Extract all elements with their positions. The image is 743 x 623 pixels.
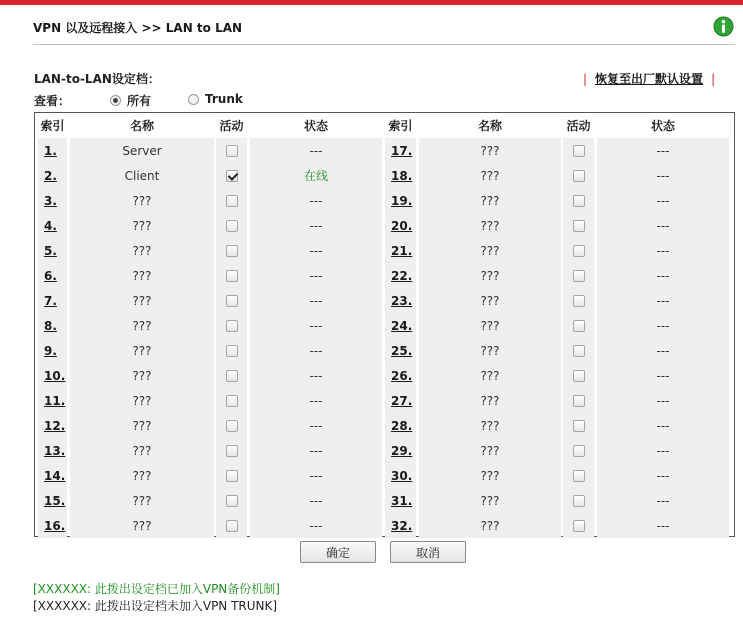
active-checkbox[interactable] xyxy=(573,145,585,157)
profile-name: ??? xyxy=(70,263,214,288)
active-checkbox[interactable] xyxy=(226,170,238,182)
table-header xyxy=(35,113,734,138)
profile-status: --- xyxy=(597,313,729,338)
profile-status: --- xyxy=(597,438,729,463)
active-checkbox[interactable] xyxy=(573,320,585,332)
header-status: 状态 xyxy=(303,119,328,133)
active-checkbox[interactable] xyxy=(573,270,585,282)
table-row xyxy=(35,438,734,463)
active-checkbox[interactable] xyxy=(226,420,238,432)
view-filter-label: 查看： xyxy=(34,94,71,108)
active-checkbox[interactable] xyxy=(573,445,585,457)
active-checkbox[interactable] xyxy=(226,220,238,232)
active-checkbox[interactable] xyxy=(226,520,238,532)
profile-status: --- xyxy=(250,313,382,338)
profile-status: --- xyxy=(250,488,382,513)
profile-index-link[interactable]: 8. xyxy=(38,313,67,338)
table-row xyxy=(35,288,734,313)
profile-name: ??? xyxy=(419,463,561,488)
profile-status: --- xyxy=(597,288,729,313)
active-checkbox[interactable] xyxy=(573,195,585,207)
info-icon[interactable] xyxy=(713,16,734,37)
profile-active-cell xyxy=(216,463,247,488)
table-row xyxy=(35,213,734,238)
profile-active-cell xyxy=(216,213,247,238)
header-index: 索引 xyxy=(388,119,413,133)
active-checkbox[interactable] xyxy=(226,320,238,332)
profile-index-link[interactable]: 12. xyxy=(38,413,67,438)
profile-active-cell xyxy=(216,313,247,338)
profile-index-link[interactable]: 19. xyxy=(385,188,416,213)
header-name: 名称 xyxy=(129,119,154,133)
profile-status: --- xyxy=(250,513,382,538)
profile-status: --- xyxy=(597,188,729,213)
profile-index-link[interactable]: 4. xyxy=(38,213,67,238)
profile-status: --- xyxy=(250,363,382,388)
cancel-button[interactable]: 取消 xyxy=(390,541,466,563)
profile-name: ??? xyxy=(419,338,561,363)
profile-status: --- xyxy=(250,338,382,363)
profile-status: --- xyxy=(597,163,729,188)
profile-index-link[interactable]: 20. xyxy=(385,213,416,238)
profile-index-link[interactable]: 18. xyxy=(385,163,416,188)
profile-index-link[interactable]: 28. xyxy=(385,413,416,438)
profile-index-link[interactable]: 13. xyxy=(38,438,67,463)
active-checkbox[interactable] xyxy=(573,420,585,432)
active-checkbox[interactable] xyxy=(573,245,585,257)
view-option-all[interactable] xyxy=(110,92,151,109)
profile-index-link[interactable]: 21. xyxy=(385,238,416,263)
profile-active-cell xyxy=(563,138,594,163)
page-title: VPN 以及远程接入 >> LAN to LAN xyxy=(33,21,243,35)
lan-to-lan-profile-table xyxy=(34,112,735,537)
active-checkbox[interactable] xyxy=(573,220,585,232)
profile-name: ??? xyxy=(70,413,214,438)
profile-active-cell xyxy=(563,263,594,288)
profile-name: ??? xyxy=(70,238,214,263)
profile-status: --- xyxy=(597,513,729,538)
profile-status: --- xyxy=(250,413,382,438)
profile-active-cell xyxy=(563,288,594,313)
profile-name: ??? xyxy=(70,313,214,338)
profile-status: --- xyxy=(250,238,382,263)
profile-index-link[interactable]: 26. xyxy=(385,363,416,388)
profile-name: Client xyxy=(70,163,214,188)
active-checkbox[interactable] xyxy=(573,470,585,482)
profile-name: ??? xyxy=(70,288,214,313)
profile-status: --- xyxy=(250,188,382,213)
profile-section-label: LAN-to-LAN设定档： xyxy=(34,72,160,86)
profile-active-cell xyxy=(216,263,247,288)
profile-name: ??? xyxy=(70,188,214,213)
active-checkbox[interactable] xyxy=(226,395,238,407)
profile-name: ??? xyxy=(419,363,561,388)
profile-status: --- xyxy=(250,288,382,313)
profile-active-cell xyxy=(563,463,594,488)
header-active: 活动 xyxy=(219,119,244,133)
restore-defaults-group: | 恢复至出厂默认设置 | xyxy=(583,72,716,86)
profile-status: --- xyxy=(597,363,729,388)
profile-status: 在线 xyxy=(250,163,382,188)
active-checkbox[interactable] xyxy=(226,495,238,507)
profile-status: --- xyxy=(597,213,729,238)
profile-active-cell xyxy=(216,288,247,313)
profile-name: ??? xyxy=(419,188,561,213)
profile-status: --- xyxy=(597,338,729,363)
profile-active-cell xyxy=(563,513,594,538)
profile-index-link[interactable]: 14. xyxy=(38,463,67,488)
table-row xyxy=(35,238,734,263)
table-row xyxy=(35,513,734,538)
profile-status: --- xyxy=(597,463,729,488)
title-divider xyxy=(33,44,735,45)
active-checkbox[interactable] xyxy=(226,145,238,157)
table-row xyxy=(35,488,734,513)
profile-index-link[interactable]: 24. xyxy=(385,313,416,338)
profile-name: ??? xyxy=(419,213,561,238)
view-option-trunk[interactable] xyxy=(188,92,243,106)
profile-status: --- xyxy=(250,388,382,413)
profile-active-cell xyxy=(216,488,247,513)
profile-index-link[interactable]: 2. xyxy=(38,163,67,188)
profile-active-cell xyxy=(216,513,247,538)
active-checkbox[interactable] xyxy=(573,520,585,532)
profile-active-cell xyxy=(216,188,247,213)
active-checkbox[interactable] xyxy=(573,170,585,182)
profile-status: --- xyxy=(250,263,382,288)
profile-index-link[interactable]: 22. xyxy=(385,263,416,288)
profile-status: --- xyxy=(597,388,729,413)
profile-index-link[interactable]: 32. xyxy=(385,513,416,538)
profile-status: --- xyxy=(597,488,729,513)
profile-index-link[interactable]: 5. xyxy=(38,238,67,263)
note-vpn-backup: [XXXXXX: 此拨出设定档已加入VPN备份机制] xyxy=(33,582,280,596)
table-row xyxy=(35,413,734,438)
profile-name: Server xyxy=(70,138,214,163)
active-checkbox[interactable] xyxy=(226,445,238,457)
profile-name: ??? xyxy=(70,338,214,363)
profile-name: ??? xyxy=(70,463,214,488)
profile-active-cell xyxy=(216,413,247,438)
profile-active-cell xyxy=(563,363,594,388)
profile-index-link[interactable]: 11. xyxy=(38,388,67,413)
profile-name: ??? xyxy=(419,413,561,438)
table-row xyxy=(35,338,734,363)
active-checkbox[interactable] xyxy=(226,370,238,382)
active-checkbox[interactable] xyxy=(573,395,585,407)
radio-all[interactable] xyxy=(110,95,121,106)
profile-active-cell xyxy=(216,338,247,363)
table-row xyxy=(35,388,734,413)
profile-name: ??? xyxy=(70,363,214,388)
active-checkbox[interactable] xyxy=(573,295,585,307)
profile-active-cell xyxy=(563,188,594,213)
profile-status: --- xyxy=(597,138,729,163)
active-checkbox[interactable] xyxy=(226,295,238,307)
note-vpn-trunk: [XXXXXX: 此拨出设定档未加入VPN TRUNK] xyxy=(33,599,278,613)
profile-active-cell xyxy=(216,163,247,188)
profile-index-link[interactable]: 9. xyxy=(38,338,67,363)
profile-name: ??? xyxy=(70,213,214,238)
restore-defaults-link[interactable]: 恢复至出厂默认设置 xyxy=(595,72,704,86)
profile-active-cell xyxy=(216,438,247,463)
view-option-all-label: 所有 xyxy=(127,94,152,108)
profile-active-cell xyxy=(563,338,594,363)
profile-active-cell xyxy=(563,238,594,263)
profile-active-cell xyxy=(563,413,594,438)
profile-status: --- xyxy=(597,238,729,263)
header-active: 活动 xyxy=(566,119,591,133)
active-checkbox[interactable] xyxy=(573,345,585,357)
active-checkbox[interactable] xyxy=(226,270,238,282)
profile-name: ??? xyxy=(70,438,214,463)
profile-status: --- xyxy=(250,463,382,488)
table-row xyxy=(35,263,734,288)
profile-active-cell xyxy=(563,213,594,238)
profile-status: --- xyxy=(250,138,382,163)
table-row xyxy=(35,188,734,213)
profile-index-link[interactable]: 31. xyxy=(385,488,416,513)
profile-active-cell xyxy=(563,438,594,463)
profile-index-link[interactable]: 10. xyxy=(38,363,67,388)
profile-index-link[interactable]: 16. xyxy=(38,513,67,538)
profile-index-link[interactable]: 3. xyxy=(38,188,67,213)
profile-name: ??? xyxy=(419,288,561,313)
radio-trunk[interactable] xyxy=(188,94,199,105)
profile-index-link[interactable]: 29. xyxy=(385,438,416,463)
view-option-trunk-label: Trunk xyxy=(205,92,243,106)
profile-name: ??? xyxy=(419,438,561,463)
header-index: 索引 xyxy=(40,119,65,133)
profile-name: ??? xyxy=(419,238,561,263)
profile-name: ??? xyxy=(419,263,561,288)
profile-status: --- xyxy=(250,213,382,238)
header-name: 名称 xyxy=(477,119,502,133)
profile-active-cell xyxy=(216,388,247,413)
top-accent-bar xyxy=(0,0,743,5)
profile-name: ??? xyxy=(70,388,214,413)
profile-active-cell xyxy=(563,163,594,188)
profile-name: ??? xyxy=(419,513,561,538)
profile-index-link[interactable]: 15. xyxy=(38,488,67,513)
profile-name: ??? xyxy=(419,388,561,413)
active-checkbox[interactable] xyxy=(226,245,238,257)
profile-status: --- xyxy=(250,438,382,463)
profile-name: ??? xyxy=(419,163,561,188)
table-row xyxy=(35,138,734,163)
profile-index-link[interactable]: 30. xyxy=(385,463,416,488)
profile-status: --- xyxy=(597,263,729,288)
profile-name: ??? xyxy=(70,488,214,513)
active-checkbox[interactable] xyxy=(573,495,585,507)
profile-index-link[interactable]: 27. xyxy=(385,388,416,413)
profile-active-cell xyxy=(216,238,247,263)
profile-status: --- xyxy=(597,413,729,438)
active-checkbox[interactable] xyxy=(226,345,238,357)
profile-active-cell xyxy=(563,313,594,338)
profile-index-link[interactable]: 23. xyxy=(385,288,416,313)
ok-button[interactable]: 确定 xyxy=(300,541,376,563)
profile-name: ??? xyxy=(419,488,561,513)
header-status: 状态 xyxy=(650,119,675,133)
profile-index-link[interactable]: 25. xyxy=(385,338,416,363)
active-checkbox[interactable] xyxy=(226,195,238,207)
profile-index-link[interactable]: 1. xyxy=(38,138,67,163)
table-row xyxy=(35,463,734,488)
profile-active-cell xyxy=(563,488,594,513)
profile-active-cell xyxy=(216,138,247,163)
table-row xyxy=(35,313,734,338)
profile-index-link[interactable]: 7. xyxy=(38,288,67,313)
profile-name: ??? xyxy=(419,138,561,163)
profile-name: ??? xyxy=(419,313,561,338)
active-checkbox[interactable] xyxy=(226,470,238,482)
profile-index-link[interactable]: 6. xyxy=(38,263,67,288)
profile-active-cell xyxy=(216,363,247,388)
table-row xyxy=(35,163,734,188)
active-checkbox[interactable] xyxy=(573,370,585,382)
table-row xyxy=(35,363,734,388)
profile-name: ??? xyxy=(70,513,214,538)
profile-index-link[interactable]: 17. xyxy=(385,138,416,163)
profile-active-cell xyxy=(563,388,594,413)
